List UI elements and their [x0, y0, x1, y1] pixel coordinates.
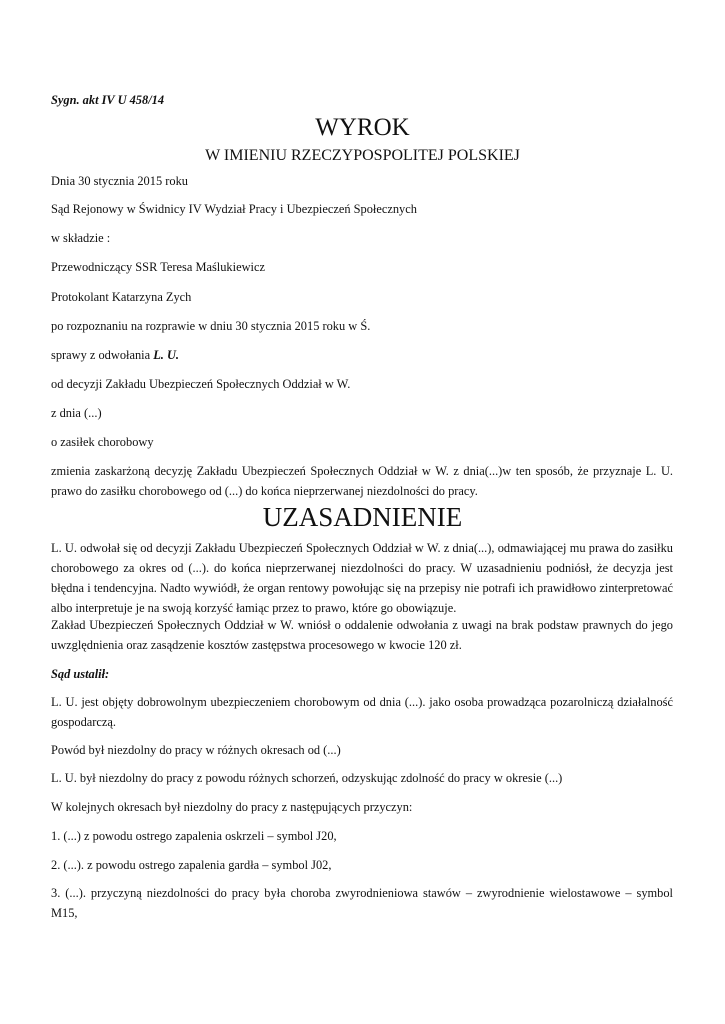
- list-item: 2. (...). z powodu ostrego zapalenia gardła – symbol J02,: [51, 858, 332, 872]
- decision-line: od decyzji Zakładu Ubezpieczeń Społecznych Oddział w W.: [51, 377, 351, 391]
- appeal-line: [51, 346, 179, 364]
- decision-date: z dnia (...): [51, 406, 102, 420]
- verdict-date: Dnia 30 stycznia 2015 roku: [51, 174, 188, 188]
- findings-heading: Sąd ustalił:: [51, 667, 110, 681]
- document-subtitle: W IMIENIU RZECZYPOSPOLITEJ POLSKIEJ: [205, 147, 520, 164]
- justification-paragraph-4: Powód był niezdolny do pracy w różnych okresach od (...): [51, 743, 341, 757]
- appeal-prefix: sprawy z odwołania: [51, 348, 154, 362]
- list-item: 3. (...). przyczyną niezdolności do pracy była choroba zwyrodnieniowa stawów – zwyrodnienie wielostawowe – symbol M15,: [51, 886, 673, 920]
- document-title: WYROK: [315, 114, 410, 141]
- court-clerk: Protokolant Katarzyna Zych: [51, 290, 192, 304]
- case-number: Sygn. akt IV U 458/14: [51, 93, 165, 107]
- justification-heading: UZASADNIENIE: [262, 502, 463, 532]
- court-name: Sąd Rejonowy w Świdnicy IV Wydział Pracy i Ubezpieczeń Społecznych: [51, 202, 417, 216]
- case-subject: o zasiłek chorobowy: [51, 435, 154, 449]
- hearing-info: po rozpoznaniu na rozprawie w dniu 30 stycznia 2015 roku w Ś.: [51, 319, 371, 333]
- justification-paragraph-2: Zakład Ubezpieczeń Społecznych Oddział w W. wniósł o oddalenie odwołania z uwagi na brak podstaw prawnych do jego uwzględnienia oraz zasądzenie kosztów zastępstwa procesowego w kwocie 120 zł.: [51, 618, 673, 652]
- composition-label: w składzie :: [51, 231, 111, 245]
- presiding-judge: Przewodniczący SSR Teresa Maślukiewicz: [51, 260, 265, 274]
- justification-paragraph-1: L. U. odwołał się od decyzji Zakładu Ubezpieczeń Społecznych Oddział w W. z dnia(...), odmawiającej mu prawa do zasiłku chorobowego za okres od (...). do końca nieprzerwanej niezdolności do pracy. W uzasadnieniu podniósł, że decyzja jest błędna i tendencyjna. Nadto wywiódł, że organ rentowy powołując się na przepisy nie potrafi ich prawidłowo zinterpretować albo interpretuje je na swoją korzyść łamiąc przez to prawo, które go obowiązuje.: [51, 541, 673, 615]
- appellant-name: L. U.: [153, 348, 180, 362]
- justification-paragraph-5: L. U. był niezdolny do pracy z powodu różnych schorzeń, odzyskując zdolność do pracy w okresie (...): [51, 771, 563, 785]
- list-item: 1. (...) z powodu ostrego zapalenia oskrzeli – symbol J20,: [51, 829, 337, 843]
- ruling-text: zmienia zaskarżoną decyzję Zakładu Ubezpieczeń Społecznych Oddział w W. z dnia(...)w ten sposób, że przyznaje L. U. prawo do zasiłku chorobowego od (...) do końca nieprzerwanej niezdolności do pracy.: [51, 464, 673, 498]
- justification-paragraph-6: W kolejnych okresach był niezdolny do pracy z następujących przyczyn:: [51, 800, 413, 814]
- justification-paragraph-3: L. U. jest objęty dobrowolnym ubezpieczeniem chorobowym od dnia (...). jako osoba prowadząca pozarolniczą działalność gospodarczą.: [51, 695, 673, 729]
